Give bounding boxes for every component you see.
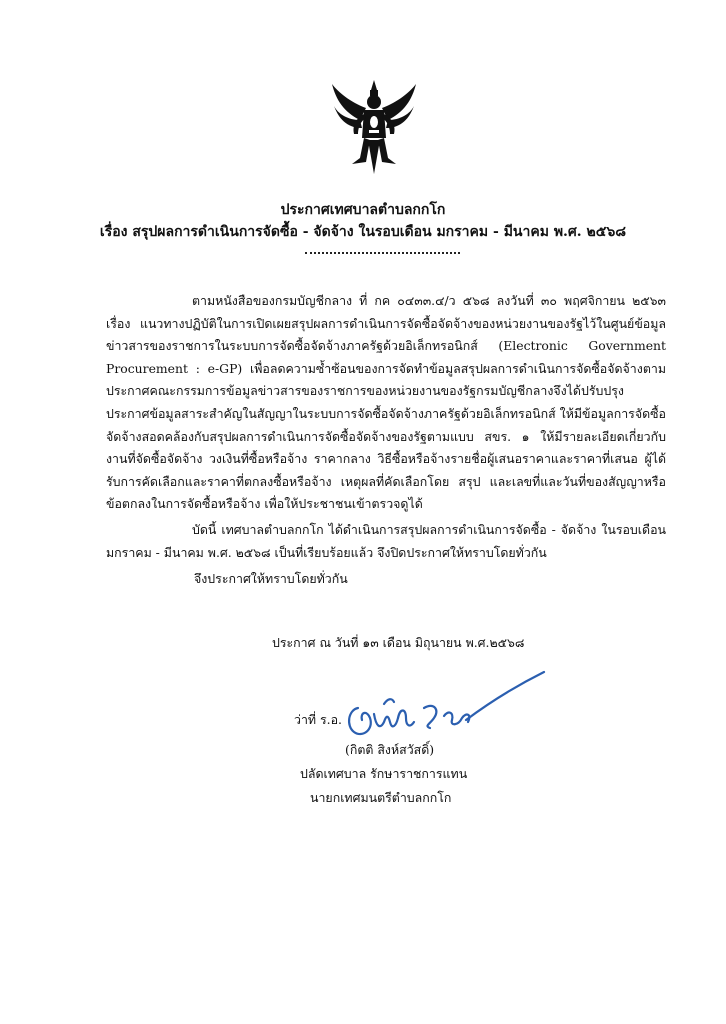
document-body: [106, 290, 666, 564]
body-paragraph-2: บัดนี้ เทศบาลตำบลกกโก ได้ดำเนินการสรุปผลการดำเนินการจัดซื้อ - จัดจ้าง ในรอบเดือน มกราคม - มีนาคม พ.ศ. ๒๕๖๘ เป็นที่เรียบร้อยแล้ว จึงปิดประกาศให้ทราบโดยทั่วกัน: [106, 521, 666, 560]
garuda-emblem-icon: [330, 78, 418, 176]
signer-rank: ว่าที่ ร.อ.: [294, 712, 342, 727]
signer-position-line-1: ปลัดเทศบาล รักษาราชการแทน: [300, 766, 468, 781]
signer-position-line-2: นายกเทศมนตรีตำบลกกโก: [310, 790, 452, 805]
signer-name: (กิตติ สิงห์สวัสดิ์): [345, 742, 435, 757]
dotted-divider: [305, 250, 460, 254]
body-paragraph-1: ตามหนังสือของกรมบัญชีกลาง ที่ กค ๐๔๓๓.๔/ว ๕๖๘ ลงวันที่ ๓๐ พฤศจิกายน ๒๕๖๓ เรื่อง แนวทางปฏิบัติในการเปิดเผยสรุปผลการดำเนินการจัดซื้อจัดจ้างของหน่วยงานของรัฐไว้ในศูนย์ข้อมูลข่าวสารของราชการในระบบการจัดซื้อจัดจ้างภาครัฐด้วยอิเล็กทรอนิกส์ (Electronic Government Procurement : e-GP) เพื่อลดความซ้ำซ้อนของการจัดทำข้อมูลสรุปผลการดำเนินการจัดซื้อจัดจ้างตามประกาศคณะกรรมการข้อมูลข่าวสารของราชการของหน่วยงานของรัฐกรมบัญชีกลางจึงได้ปรับปรุงประกาศข้อมูลสาระสำคัญในสัญญาในระบบการจัดซื้อจัดจ้างภาครัฐด้วยอิเล็กทรอนิกส์ ให้มีข้อมูลการจัดซื้อจัดจ้างสอดคล้องกับสรุปผลการดำเนินการจัดซื้อจัดจ้างของรัฐตามแบบ สขร. ๑ ให้มีรายละเอียดเกี่ยวกับงานที่จัดซื้อจัดจ้าง วงเงินที่ซื้อหรือจ้าง ราคากลาง วิธีซื้อหรือจ้างรายชื่อผู้เสนอราคาและราคาที่เสนอ ผู้ได้รับการคัดเลือกและราคาที่ตกลงซื้อหรือจ้าง เหตุผลที่คัดเลือกโดย สรุป และเลขที่และวันที่ของสัญญาหรือข้อตกลงในการจัดซื้อหรือจ้าง เพื่อให้ประชาชนเข้าตรวจดูได้: [106, 293, 666, 512]
handwritten-signature: [340, 664, 550, 744]
announcement-line: จึงประกาศให้ทราบโดยทั่วกัน: [194, 571, 348, 586]
document-subject: เรื่อง สรุปผลการดำเนินการจัดซื้อ - จัดจ้าง ในรอบเดือน มกราคม - มีนาคม พ.ศ. ๒๕๖๘: [99, 224, 627, 240]
date-line: ประกาศ ณ วันที่ ๑๓ เดือน มิถุนายน พ.ศ.๒๕๖๘: [272, 635, 525, 650]
document-title: ประกาศเทศบาลตำบลกกโก: [280, 202, 446, 218]
